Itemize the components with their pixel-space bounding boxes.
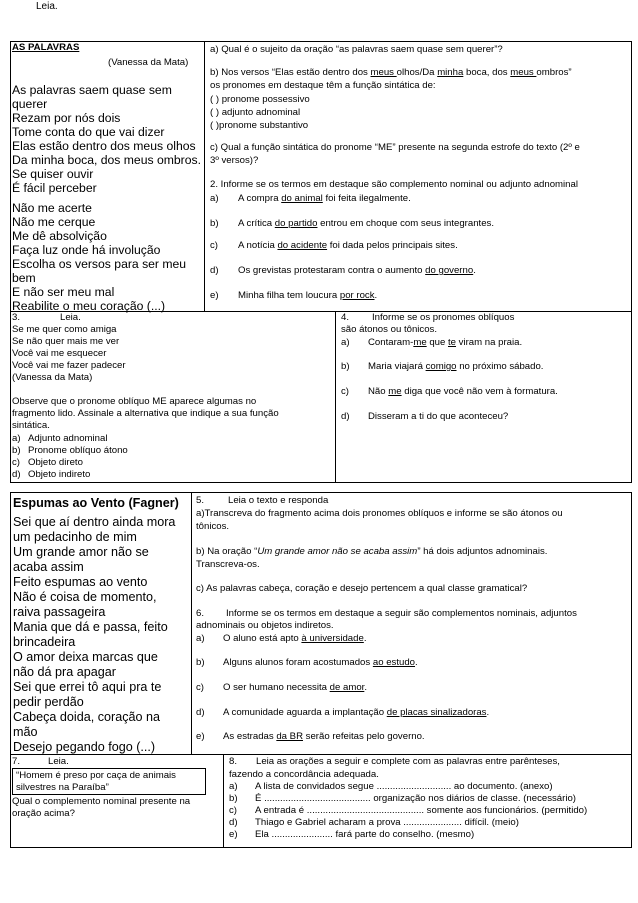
q3-option-label: d) xyxy=(12,469,21,480)
q1-b xyxy=(210,68,572,78)
poem2-line: brincadeira xyxy=(13,635,76,649)
q5-title: Leia o texto e responda xyxy=(228,495,329,506)
q6-item-label: a) xyxy=(196,633,205,644)
q3-option-text: Adjunto adnominal xyxy=(28,433,108,444)
q7-num: 7. xyxy=(12,756,21,767)
q8-title: Leia as orações a seguir e complete com as palavras entre parênteses, xyxy=(256,756,560,767)
poem1-line: E não ser meu mal xyxy=(12,285,115,299)
poem1-line: É fácil perceber xyxy=(12,181,97,195)
poem1-line: Me dê absolvição xyxy=(12,229,107,243)
table1-divider-top xyxy=(204,41,205,311)
q7-question: Qual o complemento nominal presente na xyxy=(12,796,191,807)
q3-line: Se não quer mais me ver xyxy=(12,336,120,347)
q1-b-text: olhos/Da xyxy=(396,67,438,78)
q4-subtitle: são átonos ou tônicos. xyxy=(341,324,438,335)
poem2-line: Sei que aí dentro ainda mora xyxy=(13,515,176,529)
poem1-line: Não me acerte xyxy=(12,201,92,215)
q5-a-line2: tônicos. xyxy=(196,521,230,532)
poem2-line: Cabeça doida, coração na xyxy=(13,710,161,724)
poem2-line: pedir perdão xyxy=(13,695,84,709)
poem2-line: Feito espumas ao vento xyxy=(13,575,148,589)
poem1-line: Faça luz onde há involução xyxy=(12,243,161,257)
q2-item-text: Os grevistas protestaram contra o aumento do governo. xyxy=(238,265,476,276)
q7-question-line2: oração acima? xyxy=(12,808,75,819)
q3-option-label: a) xyxy=(12,433,21,444)
q3-line: Você vai me esquecer xyxy=(12,348,107,359)
poem2-line: acaba assim xyxy=(13,560,84,574)
q8-item-label: a) xyxy=(229,781,238,792)
table2-hdivider xyxy=(10,754,632,755)
q3-leia: Leia. xyxy=(60,312,81,323)
q3-line: (Vanessa da Mata) xyxy=(12,372,93,383)
q2-title: 2. Informe se os termos em destaque são complemento nominal ou adjunto adnominal xyxy=(210,179,578,190)
q2-item-text: A notícia do acidente foi dada pelos principais sites. xyxy=(238,240,458,251)
q1-b-highlight: minha xyxy=(437,67,464,78)
q3-prompt: sintática. xyxy=(12,420,50,431)
q1-option: ( ) pronome possessivo xyxy=(210,94,310,105)
q8-item-text: A entrada é ............................................ somente aos funcionários. (permitido) xyxy=(255,805,588,816)
poem1-line: querer xyxy=(12,97,48,111)
poem1-line: bem xyxy=(12,271,36,285)
poem1-title: AS PALAVRAS xyxy=(12,42,80,53)
q8-item-text: Ela ....................... fará parte do conselho. (mesmo) xyxy=(255,829,475,840)
q6-item-label: e) xyxy=(196,731,205,742)
table2-divider-bottom xyxy=(223,754,224,848)
q1-option: ( ) adjunto adnominal xyxy=(210,107,301,118)
q3-option-text: Objeto indireto xyxy=(28,469,91,480)
q2-item-text: Minha filha tem loucura por rock. xyxy=(238,290,378,301)
header-leia: Leia. xyxy=(36,1,58,12)
q2-item-label: d) xyxy=(210,265,219,276)
q4-item-label: a) xyxy=(341,337,350,348)
poem2-line: O amor deixa marcas que xyxy=(13,650,158,664)
q1-b-text: b) Nos versos “Elas estão dentro dos xyxy=(210,67,371,78)
poem1-line: Se quiser ouvir xyxy=(12,167,94,181)
q6-num: 6. xyxy=(196,608,205,619)
poem1-line: Tome conta do que vai dizer xyxy=(12,125,165,139)
q4-item-label: d) xyxy=(341,411,350,422)
q2-item-text: A crítica do partido entrou em choque com seus integrantes. xyxy=(238,218,494,229)
q8-item-text: A lista de convidados segue ............................ ao documento. (anexo) xyxy=(255,781,553,792)
q3-option-text: Objeto direto xyxy=(28,457,83,468)
q7-quote: “Homem é preso por caça de animais xyxy=(16,770,176,781)
poem1-line: Reabilite o meu coração (...) xyxy=(12,299,166,313)
poem2-line: um pedacinho de mim xyxy=(13,530,137,544)
q2-item-label: b) xyxy=(210,218,219,229)
q4-item-text: Não me diga que você não vem à formatura. xyxy=(368,386,558,397)
q4-item-text: Maria viajará comigo no próximo sábado. xyxy=(368,361,544,372)
q8-item-text: Thiago e Gabriel acharam a prova ...................... difícil. (meio) xyxy=(255,817,519,828)
q2-item-text: A compra do animal foi feita ilegalmente. xyxy=(238,193,411,204)
q8-title-line2: fazendo a concordância adequada. xyxy=(229,769,379,780)
q8-item-label: e) xyxy=(229,829,238,840)
q3-num: 3. xyxy=(12,312,21,323)
q1-b-highlight: meus xyxy=(370,67,397,78)
poem2-line: mão xyxy=(13,725,38,739)
q6-item-label: c) xyxy=(196,682,204,693)
poem1-line: Escolha os versos para ser meu xyxy=(12,257,187,271)
q4-item-label: c) xyxy=(341,386,349,397)
q4-item-text: Disseram a ti do que aconteceu? xyxy=(368,411,509,422)
q8-num: 8. xyxy=(229,756,238,767)
q4-item-label: b) xyxy=(341,361,350,372)
q2-item-label: c) xyxy=(210,240,218,251)
q3-option-text: Pronome oblíquo átono xyxy=(28,445,128,456)
poem2-line: raiva passageira xyxy=(13,605,106,619)
poem1-line: Rezam por nós dois xyxy=(12,111,121,125)
q5-b: b) Na oração “Um grande amor não se acaba assim” há dois adjuntos adnominais. xyxy=(196,546,548,557)
q5-c: c) As palavras cabeça, coração e desejo pertencem a qual classe gramatical? xyxy=(196,583,528,594)
q5-b-line2: Transcreva-os. xyxy=(196,559,260,570)
poem2-line: Desejo pegando fogo (...) xyxy=(13,740,156,754)
q8-item-label: b) xyxy=(229,793,238,804)
poem2-line: Mania que dá e passa, feito xyxy=(13,620,168,634)
q1-a: a) Qual é o sujeito da oração “as palavras saem quase sem querer”? xyxy=(210,44,503,55)
poem2-title: Espumas ao Vento (Fagner) xyxy=(13,496,179,510)
q2-item-label: e) xyxy=(210,290,219,301)
q6-item-text: O aluno está apto à universidade. xyxy=(223,633,367,644)
poem1-line: Elas estão dentro dos meus olhos xyxy=(12,139,196,153)
q8-item-text: É ........................................ organização nos diários de classe. (necessário) xyxy=(255,793,576,804)
q2-item-label: a) xyxy=(210,193,219,204)
q8-item-label: c) xyxy=(229,805,237,816)
q7-leia: Leia. xyxy=(48,756,69,767)
q7-quote-line2: silvestres na Paraíba” xyxy=(16,782,109,793)
table2-divider-top xyxy=(191,492,192,754)
q1-c: c) Qual a função sintática do pronome “ME” presente na segunda estrofe do texto (2º e xyxy=(210,142,580,153)
poem1-line: Da minha boca, dos meus ombros. xyxy=(12,153,201,167)
poem1-author: (Vanessa da Mata) xyxy=(108,57,189,68)
q6-item-text: A comunidade aguarda a implantação de placas sinalizadoras. xyxy=(223,707,490,718)
q6-item-label: d) xyxy=(196,707,205,718)
q3-option-label: b) xyxy=(12,445,21,456)
q1-c-line2: 3º versos)? xyxy=(210,155,259,166)
q6-item-text: O ser humano necessita de amor. xyxy=(223,682,367,693)
q8-item-label: d) xyxy=(229,817,238,828)
q3-line: Se me quer como amiga xyxy=(12,324,117,335)
q6-item-label: b) xyxy=(196,657,205,668)
q4-item-text: Contaram-me que te viram na praia. xyxy=(368,337,523,348)
q1-b-highlight: meus xyxy=(510,67,537,78)
poem2-line: Um grande amor não se xyxy=(13,545,149,559)
q5-a: a)Transcreva do fragmento acima dois pronomes oblíquos e informe se são átonos ou xyxy=(196,508,563,519)
q1-b-text: ombros” xyxy=(536,67,572,78)
q6-item-text: Alguns alunos foram acostumados ao estudo. xyxy=(223,657,418,668)
q5-num: 5. xyxy=(196,495,205,506)
q3-line: Você vai me fazer padecer xyxy=(12,360,126,371)
poem2-line: Sei que errei tô aqui pra te xyxy=(13,680,162,694)
q1-b-line2: os pronomes em destaque têm a função sintática de: xyxy=(210,80,436,91)
q1-b-text: boca, dos xyxy=(463,67,511,78)
poem1-line: Não me cerque xyxy=(12,215,96,229)
poem2-line: não dá pra apagar xyxy=(13,665,116,679)
q6-title: Informe se os termos em destaque a seguir são complementos nominais, adjuntos xyxy=(226,608,577,619)
q4-num: 4. xyxy=(341,312,350,323)
q3-prompt: fragmento lido. Assinale a alternativa que indique a sua função xyxy=(12,408,279,419)
poem2-line: Não é coisa de momento, xyxy=(13,590,157,604)
table1-divider-bottom xyxy=(335,311,336,483)
q3-option-label: c) xyxy=(12,457,20,468)
q4-title: Informe se os pronomes oblíquos xyxy=(372,312,515,323)
poem1-line: As palavras saem quase sem xyxy=(12,83,172,97)
q6-item-text: As estradas da BR serão refeitas pelo governo. xyxy=(223,731,425,742)
q6-title-line2: adnominais ou objetos indiretos. xyxy=(196,620,334,631)
q1-option: ( )pronome substantivo xyxy=(210,120,309,131)
q3-prompt: Observe que o pronome oblíquo ME aparece algumas no xyxy=(12,396,257,407)
